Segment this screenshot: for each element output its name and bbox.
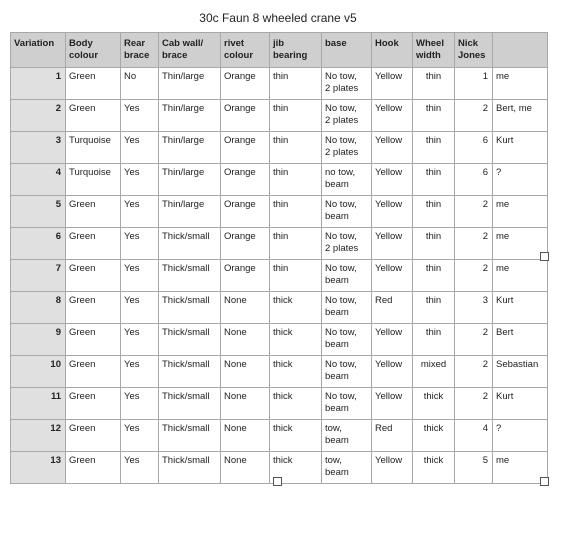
cell-rivet-colour[interactable]: None	[221, 324, 270, 356]
cell-nick-jones[interactable]: 2	[455, 228, 493, 260]
cell-nick-jones[interactable]: 2	[455, 324, 493, 356]
cell-owner[interactable]: Sebastian	[493, 356, 548, 388]
cell-rear-brace[interactable]: Yes	[121, 132, 159, 164]
cell-jib-bearing[interactable]: thick	[270, 388, 322, 420]
cell-rivet-colour[interactable]: None	[221, 356, 270, 388]
cell-nick-jones[interactable]: 4	[455, 420, 493, 452]
cell-jib-bearing[interactable]: thick	[270, 452, 322, 484]
cell-base[interactable]: No tow, beam	[322, 196, 372, 228]
cell-hook[interactable]: Yellow	[372, 196, 413, 228]
cell-jib-bearing[interactable]: thin	[270, 196, 322, 228]
sheet-title: 30c Faun 8 wheeled crane v5	[199, 11, 357, 25]
cell-hook[interactable]: Yellow	[372, 228, 413, 260]
cell-owner[interactable]: Bert, me	[493, 100, 548, 132]
cell-jib-bearing[interactable]: thin	[270, 100, 322, 132]
cell-base[interactable]: No tow, beam	[322, 324, 372, 356]
cell-owner[interactable]: Bert	[493, 324, 548, 356]
table-row	[11, 292, 548, 324]
cell-owner[interactable]: Kurt	[493, 388, 548, 420]
cell-owner[interactable]: me	[493, 452, 548, 484]
cell-cab-wall-brace[interactable]: Thick/small	[159, 260, 221, 292]
cell-body-colour[interactable]: Turquoise	[66, 164, 121, 196]
cell-wheel-width[interactable]: thin	[413, 132, 455, 164]
cell-jib-bearing[interactable]: thick	[270, 324, 322, 356]
cell-hook[interactable]: Yellow	[372, 452, 413, 484]
cell-variation[interactable]: 2	[11, 100, 66, 132]
cell-hook[interactable]: Yellow	[372, 100, 413, 132]
table-row	[11, 164, 548, 196]
cell-base[interactable]: no tow, beam	[322, 164, 372, 196]
header-nick-jones[interactable]: Nick Jones	[455, 33, 493, 68]
cell-variation[interactable]: 7	[11, 260, 66, 292]
cell-hook[interactable]: Yellow	[372, 388, 413, 420]
cell-body-colour[interactable]: Green	[66, 196, 121, 228]
cell-variation[interactable]: 9	[11, 324, 66, 356]
cell-cab-wall-brace[interactable]: Thin/large	[159, 100, 221, 132]
cell-nick-jones[interactable]: 6	[455, 164, 493, 196]
cell-wheel-width[interactable]: mixed	[413, 356, 455, 388]
cell-rear-brace[interactable]: Yes	[121, 260, 159, 292]
cell-wheel-width[interactable]: thick	[413, 420, 455, 452]
cell-nick-jones[interactable]: 5	[455, 452, 493, 484]
cell-body-colour[interactable]: Green	[66, 68, 121, 100]
cell-body-colour[interactable]: Green	[66, 452, 121, 484]
header-cab-wall-brace[interactable]: Cab wall/ brace	[159, 33, 221, 68]
cell-body-colour[interactable]: Turquoise	[66, 132, 121, 164]
cell-cab-wall-brace[interactable]: Thick/small	[159, 356, 221, 388]
table-row	[11, 132, 548, 164]
cell-wheel-width[interactable]: thin	[413, 100, 455, 132]
cell-body-colour[interactable]: Green	[66, 292, 121, 324]
table-row	[11, 228, 548, 260]
cell-base[interactable]: tow, beam	[322, 420, 372, 452]
cell-rear-brace[interactable]: Yes	[121, 196, 159, 228]
cell-rivet-colour[interactable]: Orange	[221, 100, 270, 132]
cell-jib-bearing[interactable]: thin	[270, 260, 322, 292]
cell-rear-brace[interactable]: Yes	[121, 100, 159, 132]
cell-owner[interactable]: Kurt	[493, 292, 548, 324]
cell-body-colour[interactable]: Green	[66, 420, 121, 452]
cell-cab-wall-brace[interactable]: Thick/small	[159, 228, 221, 260]
cell-wheel-width[interactable]: thick	[413, 388, 455, 420]
cell-nick-jones[interactable]: 2	[455, 100, 493, 132]
cell-owner[interactable]: me	[493, 260, 548, 292]
cell-rivet-colour[interactable]: None	[221, 292, 270, 324]
table-row	[11, 420, 548, 452]
cell-jib-bearing[interactable]: thin	[270, 164, 322, 196]
cell-cab-wall-brace[interactable]: Thin/large	[159, 196, 221, 228]
table-row	[11, 260, 548, 292]
cell-wheel-width[interactable]: thin	[413, 292, 455, 324]
cell-cab-wall-brace[interactable]: Thick/small	[159, 452, 221, 484]
cell-rear-brace[interactable]: Yes	[121, 324, 159, 356]
header-base[interactable]: base	[322, 33, 372, 68]
header-wheel-width[interactable]: Wheel width	[413, 33, 455, 68]
cell-variation[interactable]: 4	[11, 164, 66, 196]
cell-rear-brace[interactable]: Yes	[121, 452, 159, 484]
cell-wheel-width[interactable]: thin	[413, 324, 455, 356]
cell-rear-brace[interactable]: No	[121, 68, 159, 100]
cell-base[interactable]: No tow, beam	[322, 292, 372, 324]
cell-rivet-colour[interactable]: None	[221, 452, 270, 484]
table-row	[11, 356, 548, 388]
cell-nick-jones[interactable]: 2	[455, 260, 493, 292]
cell-rear-brace[interactable]: Yes	[121, 420, 159, 452]
cell-nick-jones[interactable]: 3	[455, 292, 493, 324]
cell-hook[interactable]: Yellow	[372, 324, 413, 356]
cell-rear-brace[interactable]: Yes	[121, 228, 159, 260]
cell-rear-brace[interactable]: Yes	[121, 292, 159, 324]
cell-hook[interactable]: Red	[372, 420, 413, 452]
cell-body-colour[interactable]: Green	[66, 388, 121, 420]
header-variation[interactable]: Variation	[11, 33, 66, 68]
cell-rivet-colour[interactable]: None	[221, 420, 270, 452]
cell-cab-wall-brace[interactable]: Thin/large	[159, 132, 221, 164]
cell-variation[interactable]: 8	[11, 292, 66, 324]
cell-variation[interactable]: 5	[11, 196, 66, 228]
cell-variation[interactable]: 10	[11, 356, 66, 388]
cell-nick-jones[interactable]: 1	[455, 68, 493, 100]
cell-cab-wall-brace[interactable]: Thick/small	[159, 292, 221, 324]
cell-base[interactable]: No tow, 2 plates	[322, 228, 372, 260]
cell-rivet-colour[interactable]: Orange	[221, 164, 270, 196]
cell-owner[interactable]: Kurt	[493, 132, 548, 164]
cell-base[interactable]: No tow, 2 plates	[322, 68, 372, 100]
cell-body-colour[interactable]: Green	[66, 100, 121, 132]
cell-hook[interactable]: Red	[372, 292, 413, 324]
resize-handle-corner[interactable]	[540, 477, 549, 486]
cell-rivet-colour[interactable]: None	[221, 388, 270, 420]
cell-rear-brace[interactable]: Yes	[121, 356, 159, 388]
cell-body-colour[interactable]: Green	[66, 228, 121, 260]
cell-variation[interactable]: 12	[11, 420, 66, 452]
cell-jib-bearing[interactable]: thin	[270, 68, 322, 100]
cell-nick-jones[interactable]: 2	[455, 196, 493, 228]
header-row	[11, 33, 548, 68]
cell-base[interactable]: No tow, 2 plates	[322, 132, 372, 164]
cell-variation[interactable]: 13	[11, 452, 66, 484]
header-body-colour[interactable]: Body colour	[66, 33, 121, 68]
cell-body-colour[interactable]: Green	[66, 324, 121, 356]
cell-rivet-colour[interactable]: Orange	[221, 260, 270, 292]
cell-jib-bearing[interactable]: thin	[270, 228, 322, 260]
cell-owner[interactable]: me	[493, 228, 548, 260]
cell-rear-brace[interactable]: Yes	[121, 388, 159, 420]
cell-rivet-colour[interactable]: Orange	[221, 68, 270, 100]
cell-cab-wall-brace[interactable]: Thin/large	[159, 68, 221, 100]
cell-rivet-colour[interactable]: Orange	[221, 228, 270, 260]
cell-jib-bearing[interactable]: thick	[270, 292, 322, 324]
table-row	[11, 100, 548, 132]
cell-wheel-width[interactable]: thin	[413, 260, 455, 292]
table-row	[11, 388, 548, 420]
cell-owner[interactable]: ?	[493, 164, 548, 196]
cell-wheel-width[interactable]: thin	[413, 228, 455, 260]
cell-body-colour[interactable]: Green	[66, 260, 121, 292]
cell-hook[interactable]: Yellow	[372, 356, 413, 388]
table-row	[11, 196, 548, 228]
cell-jib-bearing[interactable]: thick	[270, 356, 322, 388]
header-hook[interactable]: Hook	[372, 33, 413, 68]
resize-handle-bottom[interactable]	[273, 477, 282, 486]
cell-rivet-colour[interactable]: Orange	[221, 196, 270, 228]
cell-cab-wall-brace[interactable]: Thick/small	[159, 324, 221, 356]
header-rear-brace[interactable]: Rear brace	[121, 33, 159, 68]
cell-base[interactable]: tow, beam	[322, 452, 372, 484]
cell-wheel-width[interactable]: thin	[413, 196, 455, 228]
cell-nick-jones[interactable]: 2	[455, 356, 493, 388]
table-row	[11, 68, 548, 100]
cell-cab-wall-brace[interactable]: Thick/small	[159, 388, 221, 420]
cell-body-colour[interactable]: Green	[66, 356, 121, 388]
cell-hook[interactable]: Yellow	[372, 132, 413, 164]
header-owner[interactable]	[493, 33, 548, 68]
cell-wheel-width[interactable]: thin	[413, 68, 455, 100]
cell-base[interactable]: No tow, beam	[322, 388, 372, 420]
cell-variation[interactable]: 3	[11, 132, 66, 164]
cell-jib-bearing[interactable]: thick	[270, 420, 322, 452]
cell-hook[interactable]: Yellow	[372, 68, 413, 100]
cell-owner[interactable]: ?	[493, 420, 548, 452]
cell-jib-bearing[interactable]: thin	[270, 132, 322, 164]
cell-nick-jones[interactable]: 2	[455, 388, 493, 420]
cell-variation[interactable]: 1	[11, 68, 66, 100]
crane-variations-table[interactable]	[10, 32, 548, 484]
cell-variation[interactable]: 11	[11, 388, 66, 420]
cell-rivet-colour[interactable]: Orange	[221, 132, 270, 164]
header-rivet-colour[interactable]: rivet colour	[221, 33, 270, 68]
cell-hook[interactable]: Yellow	[372, 260, 413, 292]
cell-cab-wall-brace[interactable]: Thick/small	[159, 420, 221, 452]
cell-rear-brace[interactable]: Yes	[121, 164, 159, 196]
cell-variation[interactable]: 6	[11, 228, 66, 260]
cell-base[interactable]: No tow, beam	[322, 260, 372, 292]
cell-owner[interactable]: me	[493, 196, 548, 228]
table-row	[11, 324, 548, 356]
cell-base[interactable]: No tow, 2 plates	[322, 100, 372, 132]
cell-nick-jones[interactable]: 6	[455, 132, 493, 164]
cell-base[interactable]: No tow, beam	[322, 356, 372, 388]
header-jib-bearing[interactable]: jib bearing	[270, 33, 322, 68]
cell-cab-wall-brace[interactable]: Thin/large	[159, 164, 221, 196]
resize-handle-right[interactable]	[540, 252, 549, 261]
cell-owner[interactable]: me	[493, 68, 548, 100]
cell-hook[interactable]: Yellow	[372, 164, 413, 196]
cell-wheel-width[interactable]: thick	[413, 452, 455, 484]
cell-wheel-width[interactable]: thin	[413, 164, 455, 196]
